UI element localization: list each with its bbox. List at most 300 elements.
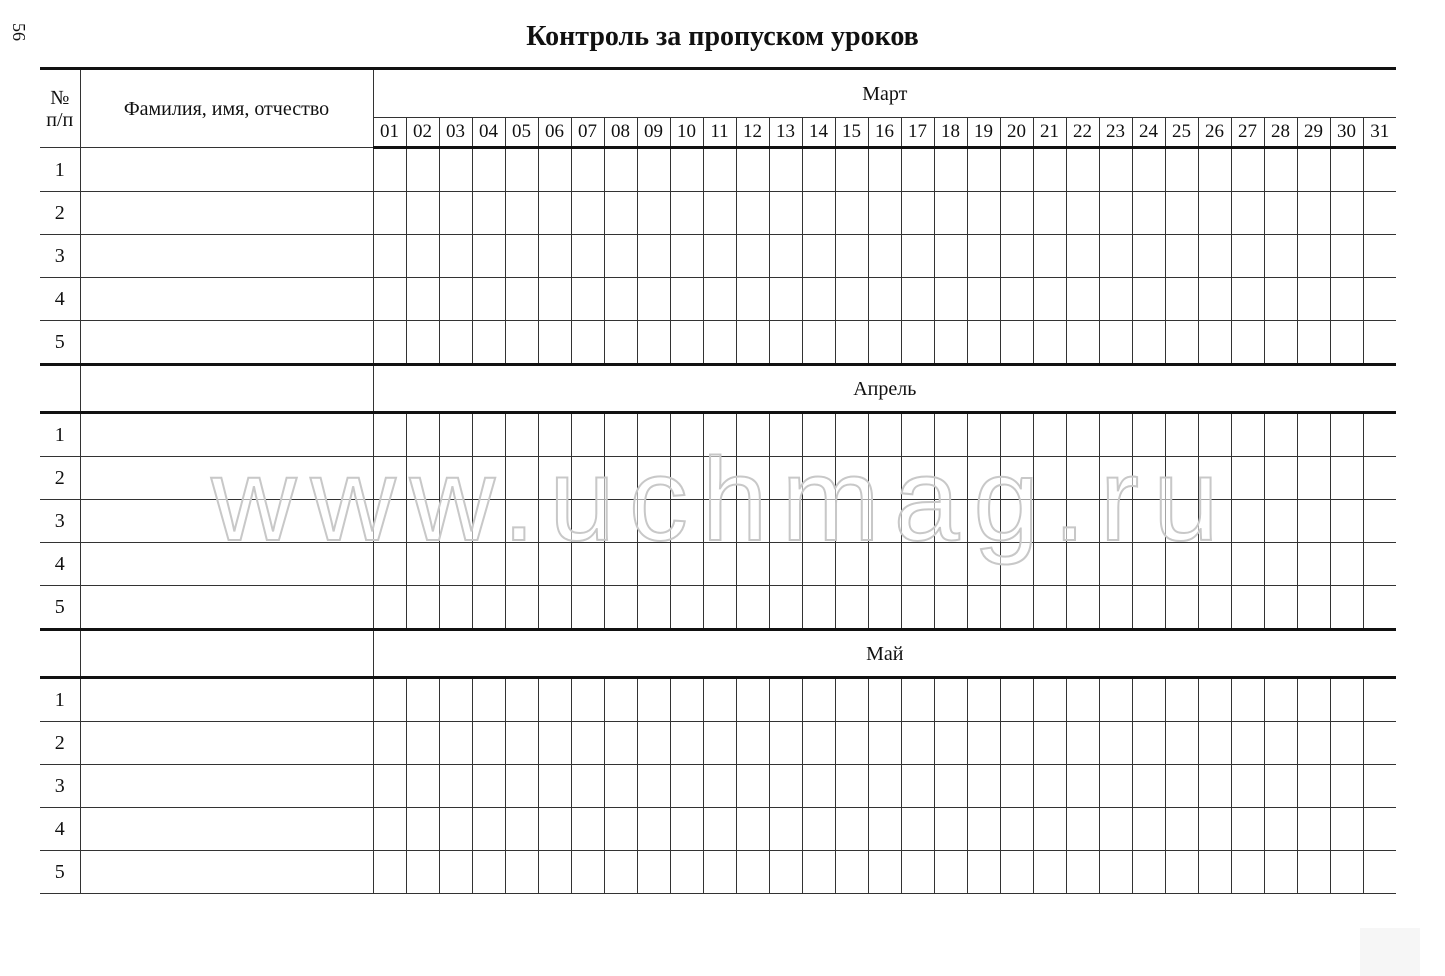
attendance-cell[interactable] [439,586,472,630]
attendance-cell[interactable] [472,851,505,894]
attendance-cell[interactable] [1231,278,1264,321]
attendance-cell[interactable] [571,586,604,630]
attendance-cell[interactable] [1264,586,1297,630]
attendance-cell[interactable] [1000,808,1033,851]
attendance-cell[interactable] [1099,808,1132,851]
attendance-cell[interactable] [1330,543,1363,586]
attendance-cell[interactable] [670,678,703,722]
attendance-cell[interactable] [967,192,1000,235]
attendance-cell[interactable] [1132,457,1165,500]
attendance-cell[interactable] [1165,851,1198,894]
attendance-cell[interactable] [1330,192,1363,235]
attendance-cell[interactable] [1264,543,1297,586]
attendance-cell[interactable] [637,148,670,192]
attendance-cell[interactable] [1033,808,1066,851]
attendance-cell[interactable] [1297,851,1330,894]
attendance-cell[interactable] [472,457,505,500]
attendance-cell[interactable] [1132,678,1165,722]
attendance-cell[interactable] [1165,321,1198,365]
attendance-cell[interactable] [472,543,505,586]
attendance-cell[interactable] [1264,192,1297,235]
attendance-cell[interactable] [967,148,1000,192]
student-name-cell[interactable] [80,808,373,851]
attendance-cell[interactable] [604,192,637,235]
attendance-cell[interactable] [472,192,505,235]
attendance-cell[interactable] [769,278,802,321]
attendance-cell[interactable] [1132,235,1165,278]
attendance-cell[interactable] [769,235,802,278]
attendance-cell[interactable] [868,148,901,192]
attendance-cell[interactable] [1099,192,1132,235]
attendance-cell[interactable] [967,413,1000,457]
attendance-cell[interactable] [637,678,670,722]
attendance-cell[interactable] [1066,413,1099,457]
attendance-cell[interactable] [1198,586,1231,630]
attendance-cell[interactable] [538,500,571,543]
attendance-cell[interactable] [538,678,571,722]
attendance-cell[interactable] [571,722,604,765]
attendance-cell[interactable] [571,321,604,365]
attendance-cell[interactable] [505,321,538,365]
attendance-cell[interactable] [769,413,802,457]
attendance-cell[interactable] [1132,148,1165,192]
attendance-cell[interactable] [934,413,967,457]
attendance-cell[interactable] [670,765,703,808]
student-name-cell[interactable] [80,278,373,321]
attendance-cell[interactable] [472,413,505,457]
attendance-cell[interactable] [637,543,670,586]
attendance-cell[interactable] [835,543,868,586]
attendance-cell[interactable] [439,321,472,365]
attendance-cell[interactable] [439,457,472,500]
attendance-cell[interactable] [1198,413,1231,457]
attendance-cell[interactable] [1297,500,1330,543]
attendance-cell[interactable] [1297,192,1330,235]
attendance-cell[interactable] [1231,192,1264,235]
attendance-cell[interactable] [670,808,703,851]
attendance-cell[interactable] [1297,321,1330,365]
attendance-cell[interactable] [1165,278,1198,321]
attendance-cell[interactable] [802,851,835,894]
attendance-cell[interactable] [901,278,934,321]
attendance-cell[interactable] [1000,851,1033,894]
attendance-cell[interactable] [1264,765,1297,808]
attendance-cell[interactable] [1330,678,1363,722]
student-name-cell[interactable] [80,192,373,235]
student-name-cell[interactable] [80,586,373,630]
attendance-cell[interactable] [1198,192,1231,235]
attendance-cell[interactable] [802,148,835,192]
attendance-cell[interactable] [1000,148,1033,192]
attendance-cell[interactable] [670,457,703,500]
attendance-cell[interactable] [1099,457,1132,500]
attendance-cell[interactable] [934,192,967,235]
attendance-cell[interactable] [1198,722,1231,765]
attendance-cell[interactable] [1033,278,1066,321]
attendance-cell[interactable] [769,722,802,765]
attendance-cell[interactable] [1264,413,1297,457]
attendance-cell[interactable] [1066,543,1099,586]
attendance-cell[interactable] [703,148,736,192]
attendance-cell[interactable] [802,457,835,500]
attendance-cell[interactable] [769,543,802,586]
attendance-cell[interactable] [1264,851,1297,894]
attendance-cell[interactable] [835,148,868,192]
attendance-cell[interactable] [1363,851,1396,894]
attendance-cell[interactable] [1264,321,1297,365]
attendance-cell[interactable] [1363,765,1396,808]
attendance-cell[interactable] [439,765,472,808]
attendance-cell[interactable] [736,148,769,192]
attendance-cell[interactable] [406,457,439,500]
attendance-cell[interactable] [703,500,736,543]
attendance-cell[interactable] [505,722,538,765]
attendance-cell[interactable] [538,148,571,192]
attendance-cell[interactable] [472,148,505,192]
attendance-cell[interactable] [967,851,1000,894]
attendance-cell[interactable] [1033,543,1066,586]
attendance-cell[interactable] [1033,765,1066,808]
attendance-cell[interactable] [1000,500,1033,543]
attendance-cell[interactable] [670,278,703,321]
attendance-cell[interactable] [802,278,835,321]
attendance-cell[interactable] [439,678,472,722]
attendance-cell[interactable] [1297,413,1330,457]
attendance-cell[interactable] [967,586,1000,630]
attendance-cell[interactable] [604,500,637,543]
attendance-cell[interactable] [1363,586,1396,630]
attendance-cell[interactable] [1066,321,1099,365]
attendance-cell[interactable] [1231,413,1264,457]
attendance-cell[interactable] [1000,278,1033,321]
attendance-cell[interactable] [604,321,637,365]
attendance-cell[interactable] [604,413,637,457]
attendance-cell[interactable] [769,321,802,365]
attendance-cell[interactable] [901,808,934,851]
attendance-cell[interactable] [868,235,901,278]
attendance-cell[interactable] [406,722,439,765]
attendance-cell[interactable] [1066,678,1099,722]
attendance-cell[interactable] [1000,321,1033,365]
attendance-cell[interactable] [1165,457,1198,500]
attendance-cell[interactable] [868,586,901,630]
attendance-cell[interactable] [472,278,505,321]
attendance-cell[interactable] [1066,586,1099,630]
attendance-cell[interactable] [1066,148,1099,192]
attendance-cell[interactable] [670,722,703,765]
attendance-cell[interactable] [835,678,868,722]
attendance-cell[interactable] [1000,678,1033,722]
attendance-cell[interactable] [802,321,835,365]
attendance-cell[interactable] [1132,765,1165,808]
attendance-cell[interactable] [637,457,670,500]
attendance-cell[interactable] [1165,678,1198,722]
attendance-cell[interactable] [1132,722,1165,765]
attendance-cell[interactable] [802,808,835,851]
attendance-cell[interactable] [1033,851,1066,894]
attendance-cell[interactable] [736,678,769,722]
attendance-cell[interactable] [703,586,736,630]
attendance-cell[interactable] [406,148,439,192]
student-name-cell[interactable] [80,321,373,365]
attendance-cell[interactable] [373,278,406,321]
attendance-cell[interactable] [901,543,934,586]
attendance-cell[interactable] [934,678,967,722]
attendance-cell[interactable] [967,543,1000,586]
attendance-cell[interactable] [1000,235,1033,278]
attendance-cell[interactable] [967,321,1000,365]
attendance-cell[interactable] [868,722,901,765]
attendance-cell[interactable] [505,500,538,543]
attendance-cell[interactable] [406,413,439,457]
attendance-cell[interactable] [1330,278,1363,321]
attendance-cell[interactable] [1099,500,1132,543]
attendance-cell[interactable] [1363,321,1396,365]
attendance-cell[interactable] [769,765,802,808]
attendance-cell[interactable] [406,543,439,586]
attendance-cell[interactable] [1132,192,1165,235]
attendance-cell[interactable] [1264,500,1297,543]
attendance-cell[interactable] [703,543,736,586]
student-name-cell[interactable] [80,851,373,894]
attendance-cell[interactable] [736,457,769,500]
attendance-cell[interactable] [604,278,637,321]
attendance-cell[interactable] [1198,500,1231,543]
attendance-cell[interactable] [1297,235,1330,278]
attendance-cell[interactable] [439,851,472,894]
attendance-cell[interactable] [1231,457,1264,500]
attendance-cell[interactable] [1297,722,1330,765]
attendance-cell[interactable] [1231,765,1264,808]
attendance-cell[interactable] [1066,851,1099,894]
attendance-cell[interactable] [1363,543,1396,586]
attendance-cell[interactable] [1198,543,1231,586]
attendance-cell[interactable] [901,321,934,365]
attendance-cell[interactable] [373,851,406,894]
attendance-cell[interactable] [901,500,934,543]
attendance-cell[interactable] [406,278,439,321]
attendance-cell[interactable] [505,413,538,457]
attendance-cell[interactable] [1165,235,1198,278]
attendance-cell[interactable] [1066,765,1099,808]
attendance-cell[interactable] [1132,413,1165,457]
attendance-cell[interactable] [1165,543,1198,586]
attendance-cell[interactable] [703,851,736,894]
attendance-cell[interactable] [736,765,769,808]
attendance-cell[interactable] [868,808,901,851]
attendance-cell[interactable] [1231,235,1264,278]
attendance-cell[interactable] [1363,148,1396,192]
attendance-cell[interactable] [505,192,538,235]
attendance-cell[interactable] [835,321,868,365]
attendance-cell[interactable] [505,678,538,722]
attendance-cell[interactable] [1033,148,1066,192]
attendance-cell[interactable] [703,457,736,500]
attendance-cell[interactable] [571,413,604,457]
attendance-cell[interactable] [571,543,604,586]
attendance-cell[interactable] [439,278,472,321]
attendance-cell[interactable] [967,722,1000,765]
attendance-cell[interactable] [637,765,670,808]
attendance-cell[interactable] [538,808,571,851]
attendance-cell[interactable] [406,678,439,722]
attendance-cell[interactable] [637,808,670,851]
attendance-cell[interactable] [769,808,802,851]
attendance-cell[interactable] [538,722,571,765]
attendance-cell[interactable] [604,851,637,894]
student-name-cell[interactable] [80,543,373,586]
attendance-cell[interactable] [1066,192,1099,235]
attendance-cell[interactable] [571,678,604,722]
attendance-cell[interactable] [1000,543,1033,586]
attendance-cell[interactable] [1330,235,1363,278]
attendance-cell[interactable] [637,851,670,894]
attendance-cell[interactable] [637,500,670,543]
attendance-cell[interactable] [1231,586,1264,630]
attendance-cell[interactable] [1165,148,1198,192]
attendance-cell[interactable] [1099,722,1132,765]
attendance-cell[interactable] [802,192,835,235]
attendance-cell[interactable] [439,148,472,192]
attendance-cell[interactable] [703,192,736,235]
attendance-cell[interactable] [472,321,505,365]
attendance-cell[interactable] [934,765,967,808]
attendance-cell[interactable] [1033,500,1066,543]
attendance-cell[interactable] [1330,457,1363,500]
student-name-cell[interactable] [80,148,373,192]
attendance-cell[interactable] [373,678,406,722]
attendance-cell[interactable] [538,192,571,235]
attendance-cell[interactable] [1033,321,1066,365]
attendance-cell[interactable] [1000,457,1033,500]
attendance-cell[interactable] [1264,148,1297,192]
attendance-cell[interactable] [373,543,406,586]
attendance-cell[interactable] [835,722,868,765]
attendance-cell[interactable] [736,543,769,586]
attendance-cell[interactable] [538,278,571,321]
attendance-cell[interactable] [373,413,406,457]
attendance-cell[interactable] [604,235,637,278]
attendance-cell[interactable] [703,765,736,808]
attendance-cell[interactable] [736,413,769,457]
attendance-cell[interactable] [373,457,406,500]
attendance-cell[interactable] [1231,678,1264,722]
attendance-cell[interactable] [373,808,406,851]
attendance-cell[interactable] [769,500,802,543]
student-name-cell[interactable] [80,678,373,722]
attendance-cell[interactable] [868,457,901,500]
attendance-cell[interactable] [1165,586,1198,630]
attendance-cell[interactable] [868,321,901,365]
attendance-cell[interactable] [373,192,406,235]
attendance-cell[interactable] [802,235,835,278]
attendance-cell[interactable] [538,321,571,365]
attendance-cell[interactable] [835,278,868,321]
attendance-cell[interactable] [637,321,670,365]
attendance-cell[interactable] [472,500,505,543]
attendance-cell[interactable] [1132,586,1165,630]
attendance-cell[interactable] [934,500,967,543]
attendance-cell[interactable] [1066,278,1099,321]
attendance-cell[interactable] [868,500,901,543]
attendance-cell[interactable] [637,235,670,278]
attendance-cell[interactable] [1231,500,1264,543]
attendance-cell[interactable] [472,765,505,808]
attendance-cell[interactable] [901,413,934,457]
attendance-cell[interactable] [1231,148,1264,192]
attendance-cell[interactable] [1033,722,1066,765]
attendance-cell[interactable] [1363,722,1396,765]
attendance-cell[interactable] [1198,148,1231,192]
attendance-cell[interactable] [1099,678,1132,722]
attendance-cell[interactable] [901,722,934,765]
attendance-cell[interactable] [1264,278,1297,321]
attendance-cell[interactable] [1066,722,1099,765]
attendance-cell[interactable] [1132,808,1165,851]
student-name-cell[interactable] [80,413,373,457]
attendance-cell[interactable] [736,722,769,765]
attendance-cell[interactable] [406,321,439,365]
attendance-cell[interactable] [571,808,604,851]
attendance-cell[interactable] [1033,586,1066,630]
attendance-cell[interactable] [439,543,472,586]
attendance-cell[interactable] [703,235,736,278]
attendance-cell[interactable] [1132,500,1165,543]
attendance-cell[interactable] [538,543,571,586]
attendance-cell[interactable] [1297,678,1330,722]
attendance-cell[interactable] [1099,413,1132,457]
attendance-cell[interactable] [439,722,472,765]
attendance-cell[interactable] [934,278,967,321]
attendance-cell[interactable] [604,765,637,808]
attendance-cell[interactable] [1000,586,1033,630]
attendance-cell[interactable] [901,148,934,192]
attendance-cell[interactable] [1363,500,1396,543]
attendance-cell[interactable] [604,678,637,722]
attendance-cell[interactable] [934,148,967,192]
attendance-cell[interactable] [1033,457,1066,500]
attendance-cell[interactable] [1066,808,1099,851]
attendance-cell[interactable] [967,500,1000,543]
attendance-cell[interactable] [538,413,571,457]
attendance-cell[interactable] [835,765,868,808]
attendance-cell[interactable] [1132,278,1165,321]
attendance-cell[interactable] [802,678,835,722]
attendance-cell[interactable] [439,413,472,457]
attendance-cell[interactable] [1330,148,1363,192]
attendance-cell[interactable] [1264,808,1297,851]
attendance-cell[interactable] [406,586,439,630]
attendance-cell[interactable] [769,851,802,894]
attendance-cell[interactable] [901,457,934,500]
attendance-cell[interactable] [1363,808,1396,851]
attendance-cell[interactable] [670,321,703,365]
attendance-cell[interactable] [835,586,868,630]
attendance-cell[interactable] [1198,851,1231,894]
attendance-cell[interactable] [1297,457,1330,500]
student-name-cell[interactable] [80,500,373,543]
attendance-cell[interactable] [967,457,1000,500]
attendance-cell[interactable] [439,192,472,235]
attendance-cell[interactable] [868,765,901,808]
attendance-cell[interactable] [1231,321,1264,365]
attendance-cell[interactable] [835,851,868,894]
attendance-cell[interactable] [373,235,406,278]
attendance-cell[interactable] [1165,722,1198,765]
attendance-cell[interactable] [571,765,604,808]
attendance-cell[interactable] [1198,278,1231,321]
attendance-cell[interactable] [406,765,439,808]
